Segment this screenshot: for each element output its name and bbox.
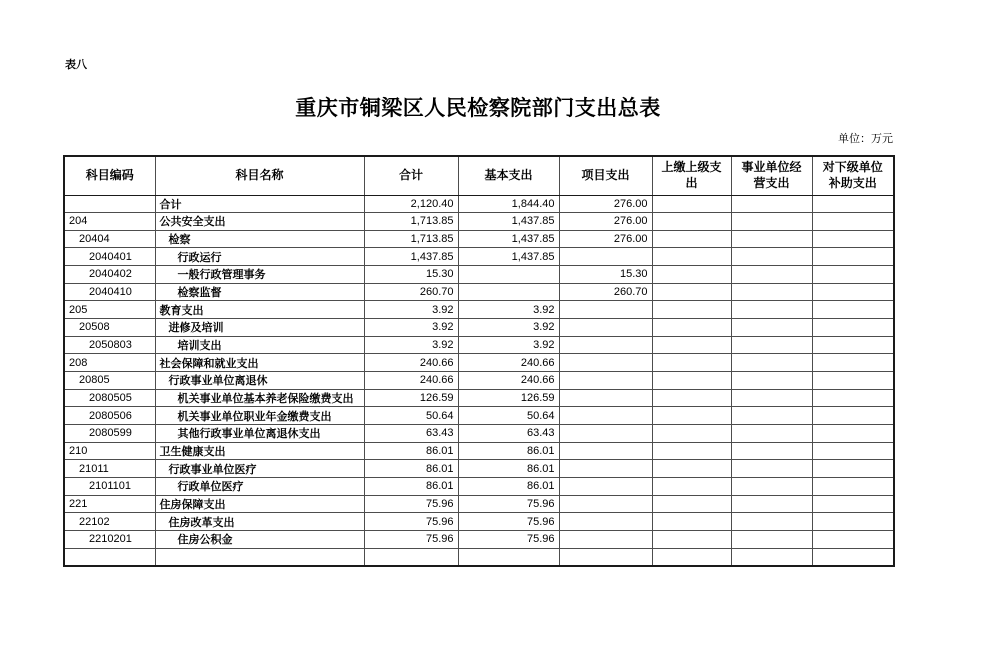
table-row xyxy=(64,478,894,496)
subject-name-cell: 机关事业单位职业年金缴费支出 xyxy=(155,407,364,425)
subject-code-cell: 210 xyxy=(64,442,155,460)
subordinate-subsidy-cell xyxy=(812,442,894,460)
table-row xyxy=(64,495,894,513)
project-expenditure-cell xyxy=(559,389,652,407)
operating-expenditure-cell xyxy=(731,230,812,248)
operating-expenditure-cell xyxy=(731,372,812,390)
total-cell: 260.70 xyxy=(364,283,458,301)
table-row xyxy=(64,230,894,248)
upper-level-payment-cell xyxy=(652,495,731,513)
table-row xyxy=(64,389,894,407)
basic-expenditure-cell: 75.96 xyxy=(458,530,559,548)
upper-level-payment-cell xyxy=(652,319,731,337)
subject-name-cell: 培训支出 xyxy=(155,336,364,354)
upper-level-payment-cell xyxy=(652,530,731,548)
subordinate-subsidy-cell xyxy=(812,266,894,284)
operating-expenditure-cell xyxy=(731,407,812,425)
subject-code-cell: 221 xyxy=(64,495,155,513)
project-expenditure-cell xyxy=(559,478,652,496)
subject-name-cell: 机关事业单位基本养老保险缴费支出 xyxy=(155,389,364,407)
project-expenditure-cell xyxy=(559,442,652,460)
operating-expenditure-cell xyxy=(731,530,812,548)
upper-level-payment-cell xyxy=(652,354,731,372)
total-cell: 3.92 xyxy=(364,301,458,319)
col-header-total: 合计 xyxy=(364,156,458,195)
table-row xyxy=(64,266,894,284)
project-expenditure-cell xyxy=(559,354,652,372)
page-title: 重庆市铜梁区人民检察院部门支出总表 xyxy=(295,97,661,120)
table-row xyxy=(64,513,894,531)
basic-expenditure-cell: 50.64 xyxy=(458,407,559,425)
project-expenditure-cell xyxy=(559,336,652,354)
basic-expenditure-cell: 75.96 xyxy=(458,495,559,513)
col-header-upper-level-payment: 上缴上级支出 xyxy=(652,156,731,195)
upper-level-payment-cell xyxy=(652,195,731,213)
subordinate-subsidy-cell xyxy=(812,354,894,372)
subordinate-subsidy-cell xyxy=(812,460,894,478)
subject-name-cell: 行政运行 xyxy=(155,248,364,266)
upper-level-payment-cell xyxy=(652,230,731,248)
total-cell: 2,120.40 xyxy=(364,195,458,213)
operating-expenditure-cell xyxy=(731,283,812,301)
operating-expenditure-cell xyxy=(731,548,812,566)
subordinate-subsidy-cell xyxy=(812,301,894,319)
total-cell: 75.96 xyxy=(364,530,458,548)
subordinate-subsidy-cell xyxy=(812,195,894,213)
project-expenditure-cell: 15.30 xyxy=(559,266,652,284)
basic-expenditure-cell: 3.92 xyxy=(458,301,559,319)
table-row xyxy=(64,336,894,354)
basic-expenditure-cell: 3.92 xyxy=(458,336,559,354)
basic-expenditure-cell xyxy=(458,548,559,566)
project-expenditure-cell xyxy=(559,425,652,443)
table-row xyxy=(64,301,894,319)
project-expenditure-cell xyxy=(559,513,652,531)
subordinate-subsidy-cell xyxy=(812,336,894,354)
project-expenditure-cell xyxy=(559,530,652,548)
upper-level-payment-cell xyxy=(652,372,731,390)
col-header-subject-name: 科目名称 xyxy=(155,156,364,195)
upper-level-payment-cell xyxy=(652,478,731,496)
upper-level-payment-cell xyxy=(652,266,731,284)
operating-expenditure-cell xyxy=(731,266,812,284)
upper-level-payment-cell xyxy=(652,407,731,425)
table-row xyxy=(64,213,894,231)
subject-name-cell: 社会保障和就业支出 xyxy=(155,354,364,372)
subordinate-subsidy-cell xyxy=(812,495,894,513)
table-row xyxy=(64,530,894,548)
basic-expenditure-cell: 126.59 xyxy=(458,389,559,407)
project-expenditure-cell xyxy=(559,460,652,478)
total-cell: 75.96 xyxy=(364,495,458,513)
table-row xyxy=(64,354,894,372)
subject-code-cell: 2050803 xyxy=(64,336,155,354)
upper-level-payment-cell xyxy=(652,548,731,566)
operating-expenditure-cell xyxy=(731,213,812,231)
project-expenditure-cell xyxy=(559,407,652,425)
operating-expenditure-cell xyxy=(731,513,812,531)
total-cell: 1,437.85 xyxy=(364,248,458,266)
subject-code-cell: 208 xyxy=(64,354,155,372)
subject-code-cell: 2101101 xyxy=(64,478,155,496)
subject-code-cell: 21011 xyxy=(64,460,155,478)
upper-level-payment-cell xyxy=(652,301,731,319)
basic-expenditure-cell: 86.01 xyxy=(458,478,559,496)
subject-name-cell: 公共安全支出 xyxy=(155,213,364,231)
upper-level-payment-cell xyxy=(652,389,731,407)
col-header-basic-expenditure: 基本支出 xyxy=(458,156,559,195)
operating-expenditure-cell xyxy=(731,460,812,478)
table-row xyxy=(64,319,894,337)
total-cell: 3.92 xyxy=(364,336,458,354)
subject-name-cell: 教育支出 xyxy=(155,301,364,319)
operating-expenditure-cell xyxy=(731,195,812,213)
basic-expenditure-cell: 75.96 xyxy=(458,513,559,531)
project-expenditure-cell xyxy=(559,248,652,266)
project-expenditure-cell: 260.70 xyxy=(559,283,652,301)
table-row xyxy=(64,548,894,566)
basic-expenditure-cell: 1,437.85 xyxy=(458,230,559,248)
project-expenditure-cell xyxy=(559,301,652,319)
subject-code-cell: 20508 xyxy=(64,319,155,337)
subject-name-cell: 住房公积金 xyxy=(155,530,364,548)
upper-level-payment-cell xyxy=(652,442,731,460)
table-number-label: 表八 xyxy=(65,59,87,71)
subject-code-cell: 2080506 xyxy=(64,407,155,425)
subject-code-cell: 2040402 xyxy=(64,266,155,284)
table-row xyxy=(64,372,894,390)
basic-expenditure-cell: 63.43 xyxy=(458,425,559,443)
subject-code-cell: 2210201 xyxy=(64,530,155,548)
col-header-subordinate-subsidy: 对下级单位补助支出 xyxy=(812,156,894,195)
basic-expenditure-cell: 240.66 xyxy=(458,354,559,372)
basic-expenditure-cell: 1,844.40 xyxy=(458,195,559,213)
subordinate-subsidy-cell xyxy=(812,478,894,496)
unit-note: 单位：万元 xyxy=(838,133,893,145)
basic-expenditure-cell xyxy=(458,283,559,301)
total-cell: 3.92 xyxy=(364,319,458,337)
basic-expenditure-cell: 1,437.85 xyxy=(458,213,559,231)
table-row xyxy=(64,195,894,213)
col-header-subject-code: 科目编码 xyxy=(64,156,155,195)
subject-code-cell: 2040410 xyxy=(64,283,155,301)
subject-name-cell: 卫生健康支出 xyxy=(155,442,364,460)
project-expenditure-cell xyxy=(559,372,652,390)
subject-name-cell: 进修及培训 xyxy=(155,319,364,337)
subordinate-subsidy-cell xyxy=(812,425,894,443)
subject-code-cell: 2040401 xyxy=(64,248,155,266)
project-expenditure-cell xyxy=(559,548,652,566)
upper-level-payment-cell xyxy=(652,425,731,443)
subject-name-cell xyxy=(155,548,364,566)
subject-name-cell: 检察监督 xyxy=(155,283,364,301)
table-row xyxy=(64,407,894,425)
subject-name-cell: 其他行政事业单位离退休支出 xyxy=(155,425,364,443)
subordinate-subsidy-cell xyxy=(812,248,894,266)
basic-expenditure-cell: 240.66 xyxy=(458,372,559,390)
total-cell: 75.96 xyxy=(364,513,458,531)
total-cell: 15.30 xyxy=(364,266,458,284)
total-cell: 50.64 xyxy=(364,407,458,425)
operating-expenditure-cell xyxy=(731,336,812,354)
subordinate-subsidy-cell xyxy=(812,230,894,248)
project-expenditure-cell xyxy=(559,495,652,513)
operating-expenditure-cell xyxy=(731,425,812,443)
subject-code-cell xyxy=(64,548,155,566)
total-cell: 126.59 xyxy=(364,389,458,407)
subordinate-subsidy-cell xyxy=(812,548,894,566)
upper-level-payment-cell xyxy=(652,213,731,231)
subject-name-cell: 检察 xyxy=(155,230,364,248)
total-cell: 63.43 xyxy=(364,425,458,443)
table-row xyxy=(64,442,894,460)
subordinate-subsidy-cell xyxy=(812,389,894,407)
basic-expenditure-cell: 1,437.85 xyxy=(458,248,559,266)
table-body xyxy=(64,195,894,566)
subject-name-cell: 住房保障支出 xyxy=(155,495,364,513)
total-cell: 86.01 xyxy=(364,478,458,496)
basic-expenditure-cell xyxy=(458,266,559,284)
project-expenditure-cell: 276.00 xyxy=(559,195,652,213)
operating-expenditure-cell xyxy=(731,319,812,337)
upper-level-payment-cell xyxy=(652,248,731,266)
operating-expenditure-cell xyxy=(731,248,812,266)
subject-code-cell: 204 xyxy=(64,213,155,231)
subject-code-cell xyxy=(64,195,155,213)
subordinate-subsidy-cell xyxy=(812,407,894,425)
basic-expenditure-cell: 3.92 xyxy=(458,319,559,337)
col-header-operating-expenditure: 事业单位经营支出 xyxy=(731,156,812,195)
table-header-row xyxy=(64,156,894,195)
subject-code-cell: 2080599 xyxy=(64,425,155,443)
expenditure-summary-table xyxy=(63,155,895,567)
subject-name-cell: 合计 xyxy=(155,195,364,213)
subject-code-cell: 205 xyxy=(64,301,155,319)
project-expenditure-cell xyxy=(559,319,652,337)
subject-name-cell: 行政事业单位医疗 xyxy=(155,460,364,478)
operating-expenditure-cell xyxy=(731,301,812,319)
subordinate-subsidy-cell xyxy=(812,372,894,390)
total-cell: 1,713.85 xyxy=(364,213,458,231)
subordinate-subsidy-cell xyxy=(812,513,894,531)
operating-expenditure-cell xyxy=(731,354,812,372)
subject-name-cell: 行政单位医疗 xyxy=(155,478,364,496)
upper-level-payment-cell xyxy=(652,513,731,531)
upper-level-payment-cell xyxy=(652,460,731,478)
table-row xyxy=(64,283,894,301)
table-row xyxy=(64,425,894,443)
operating-expenditure-cell xyxy=(731,495,812,513)
operating-expenditure-cell xyxy=(731,478,812,496)
subordinate-subsidy-cell xyxy=(812,319,894,337)
basic-expenditure-cell: 86.01 xyxy=(458,460,559,478)
subject-code-cell: 22102 xyxy=(64,513,155,531)
total-cell: 86.01 xyxy=(364,460,458,478)
project-expenditure-cell: 276.00 xyxy=(559,213,652,231)
subject-code-cell: 20404 xyxy=(64,230,155,248)
subject-name-cell: 住房改革支出 xyxy=(155,513,364,531)
total-cell xyxy=(364,548,458,566)
subject-name-cell: 行政事业单位离退休 xyxy=(155,372,364,390)
total-cell: 240.66 xyxy=(364,372,458,390)
total-cell: 86.01 xyxy=(364,442,458,460)
subject-name-cell: 一般行政管理事务 xyxy=(155,266,364,284)
operating-expenditure-cell xyxy=(731,442,812,460)
project-expenditure-cell: 276.00 xyxy=(559,230,652,248)
operating-expenditure-cell xyxy=(731,389,812,407)
subordinate-subsidy-cell xyxy=(812,530,894,548)
upper-level-payment-cell xyxy=(652,283,731,301)
total-cell: 1,713.85 xyxy=(364,230,458,248)
col-header-project-expenditure: 项目支出 xyxy=(559,156,652,195)
subordinate-subsidy-cell xyxy=(812,283,894,301)
subject-code-cell: 2080505 xyxy=(64,389,155,407)
table-row xyxy=(64,248,894,266)
subject-code-cell: 20805 xyxy=(64,372,155,390)
table-row xyxy=(64,460,894,478)
subordinate-subsidy-cell xyxy=(812,213,894,231)
basic-expenditure-cell: 86.01 xyxy=(458,442,559,460)
upper-level-payment-cell xyxy=(652,336,731,354)
total-cell: 240.66 xyxy=(364,354,458,372)
